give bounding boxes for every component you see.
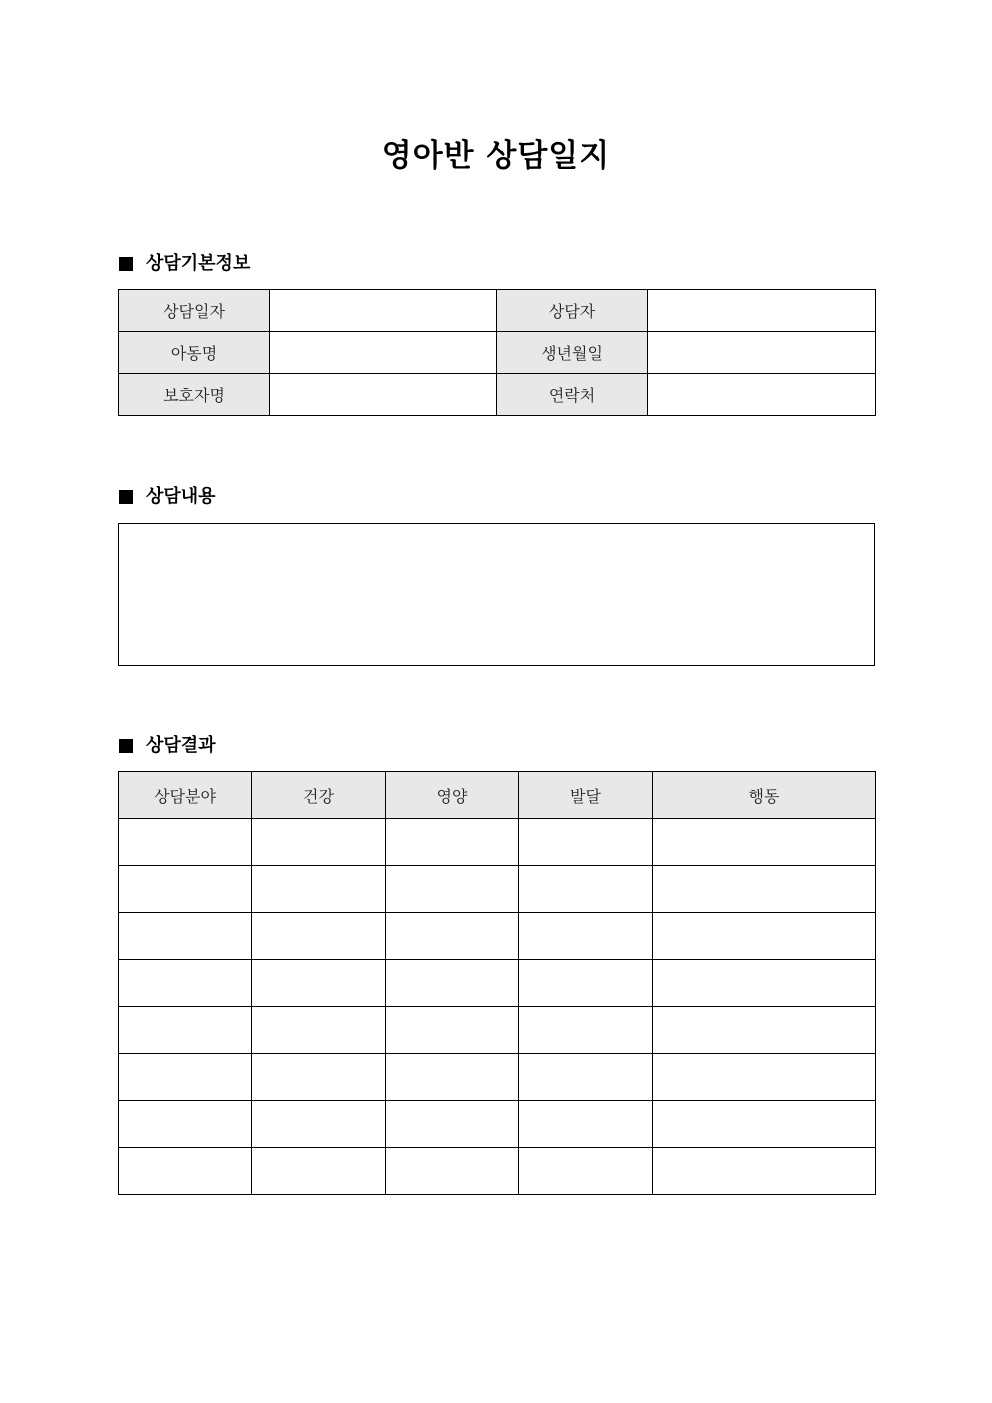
table-cell[interactable] [252,913,386,960]
table-row [119,913,876,960]
table-row [119,1054,876,1101]
table-cell[interactable] [252,866,386,913]
table-row [119,819,876,866]
table-cell[interactable] [653,1054,876,1101]
table-cell[interactable] [119,866,252,913]
table-cell[interactable] [519,866,653,913]
table-cell[interactable] [386,960,519,1007]
column-header-health: 건강 [252,772,386,819]
table-cell[interactable] [252,1101,386,1148]
table-cell[interactable] [653,1007,876,1054]
table-cell[interactable] [653,1101,876,1148]
square-bullet-icon [119,739,133,753]
table-row [119,866,876,913]
field-child-name[interactable] [270,332,497,374]
table-cell[interactable] [653,1148,876,1195]
square-bullet-icon [119,257,133,271]
square-bullet-icon [119,490,133,504]
result-table [118,771,876,1195]
table-row [119,374,876,416]
section-heading-content [119,485,216,509]
table-cell[interactable] [386,819,519,866]
table-cell[interactable] [252,1007,386,1054]
label-child-name: 아동명 [119,332,270,374]
table-cell[interactable] [519,1007,653,1054]
table-cell[interactable] [252,1148,386,1195]
table-cell[interactable] [252,960,386,1007]
table-cell[interactable] [386,913,519,960]
section-heading-result [119,734,216,758]
table-cell[interactable] [519,819,653,866]
field-counselor[interactable] [648,290,876,332]
column-header-nutrition: 영양 [386,772,519,819]
table-row [119,332,876,374]
table-cell[interactable] [119,1007,252,1054]
table-cell[interactable] [119,913,252,960]
section-heading-label: 상담결과 [146,735,216,756]
table-header-row [119,772,876,819]
table-cell[interactable] [386,1148,519,1195]
column-header-development: 발달 [519,772,653,819]
section-heading-basic-info [119,252,250,276]
label-guardian-name: 보호자명 [119,374,270,416]
table-cell[interactable] [252,819,386,866]
table-cell[interactable] [653,960,876,1007]
table-cell[interactable] [519,1054,653,1101]
section-heading-label: 상담기본정보 [146,253,251,274]
table-cell[interactable] [519,1148,653,1195]
label-consult-date: 상담일자 [119,290,270,332]
table-cell[interactable] [519,1101,653,1148]
table-cell[interactable] [653,913,876,960]
section-heading-label: 상담내용 [146,486,216,507]
table-cell[interactable] [386,1101,519,1148]
page-title: 영아반 상담일지 [381,138,611,174]
column-header-behavior: 행동 [653,772,876,819]
table-cell[interactable] [119,960,252,1007]
table-cell[interactable] [119,1101,252,1148]
field-guardian-name[interactable] [270,374,497,416]
label-contact: 연락처 [497,374,648,416]
table-cell[interactable] [653,866,876,913]
table-row [119,1148,876,1195]
table-cell[interactable] [252,1054,386,1101]
basic-info-table [118,289,876,416]
table-cell[interactable] [386,866,519,913]
field-consult-date[interactable] [270,290,497,332]
field-birthdate[interactable] [648,332,876,374]
table-cell[interactable] [386,1054,519,1101]
table-cell[interactable] [519,960,653,1007]
table-row [119,290,876,332]
label-birthdate: 생년월일 [497,332,648,374]
table-cell[interactable] [119,819,252,866]
label-counselor: 상담자 [497,290,648,332]
table-cell[interactable] [519,913,653,960]
table-cell[interactable] [119,1054,252,1101]
table-cell[interactable] [119,1148,252,1195]
table-row [119,1101,876,1148]
field-contact[interactable] [648,374,876,416]
column-header-area: 상담분야 [119,772,252,819]
consult-content-box[interactable] [118,523,875,666]
table-cell[interactable] [653,819,876,866]
table-cell[interactable] [386,1007,519,1054]
table-row [119,1007,876,1054]
table-row [119,960,876,1007]
